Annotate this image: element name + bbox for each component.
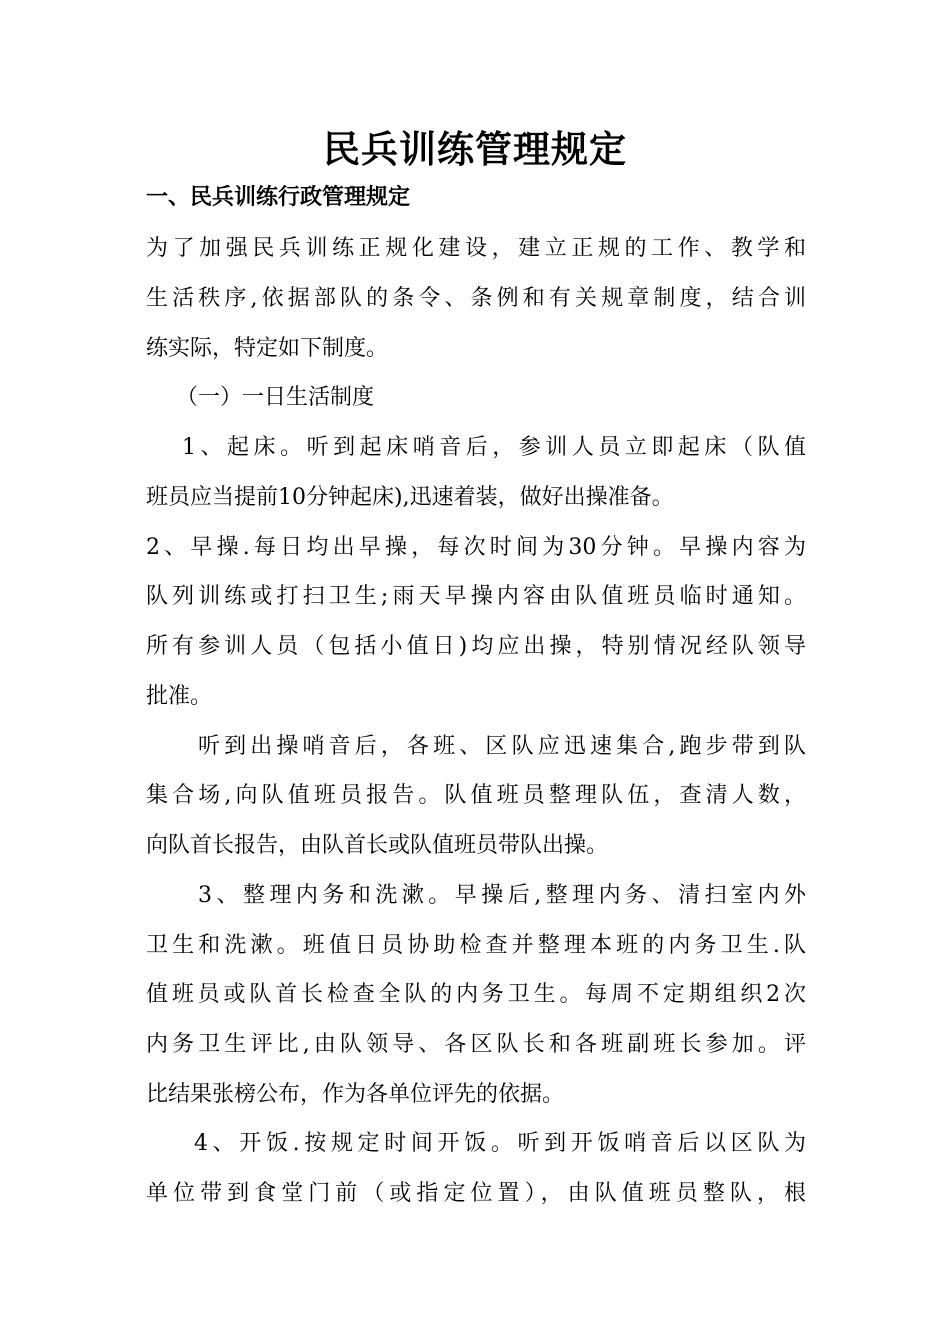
paragraph-line: 向队首长报告，由队首长或队值班员带队出操。 (146, 833, 609, 858)
paragraph-line: 2、早操.每日均出早操，每次时间为30分钟。早操内容为 (146, 535, 806, 560)
paragraph-line: 值班员或队首长检查全队的内务卫生。每周不定期组织2次 (146, 982, 806, 1007)
paragraph-line: 1、起床。听到起床哨音后，参训人员立即起床（队值 (182, 435, 806, 460)
paragraph-line: 批准。 (146, 684, 213, 709)
paragraph-line: 所有参训人员（包括小值日)均应出操，特别情况经队领导 (146, 634, 806, 659)
paragraph-line: 内务卫生评比,由队领导、各区队长和各班副班长参加。评 (146, 1032, 806, 1057)
paragraph-line: 为了加强民兵训练正规化建设，建立正规的工作、教学和 (146, 236, 806, 261)
paragraph-line: 3、整理内务和洗漱。早操后,整理内务、清扫室内外 (198, 883, 806, 908)
subsection-heading: （一）一日生活制度 (176, 385, 375, 410)
paragraph-line: 卫生和洗漱。班值日员协助检查并整理本班的内务卫生.队 (146, 933, 806, 958)
paragraph-line: 队列训练或打扫卫生;雨天早操内容由队值班员临时通知。 (146, 584, 806, 609)
paragraph-line: 4、开饭.按规定时间开饭。听到开饭哨音后以区队为 (194, 1131, 806, 1156)
section-heading: 一、民兵训练行政管理规定 (146, 185, 411, 210)
paragraph-line: 班员应当提前10分钟起床),迅速着装，做好出操准备。 (146, 485, 674, 510)
paragraph-line: 单位带到食堂门前（或指定位置），由队值班员整队，根 (146, 1181, 806, 1206)
document-title: 民兵训练管理规定 (323, 127, 627, 171)
paragraph-line: 生活秩序,依据部队的条令、条例和有关规章制度，结合训 (146, 286, 806, 311)
paragraph-line: 集合场,向队值班员报告。队值班员整理队伍，查清人数， (146, 783, 806, 808)
paragraph-line: 听到出操哨音后，各班、区队应迅速集合,跑步带到队 (198, 734, 806, 759)
paragraph-line: 比结果张榜公布，作为各单位评先的依据。 (146, 1082, 565, 1107)
paragraph-line: 练实际，特定如下制度。 (146, 336, 389, 361)
